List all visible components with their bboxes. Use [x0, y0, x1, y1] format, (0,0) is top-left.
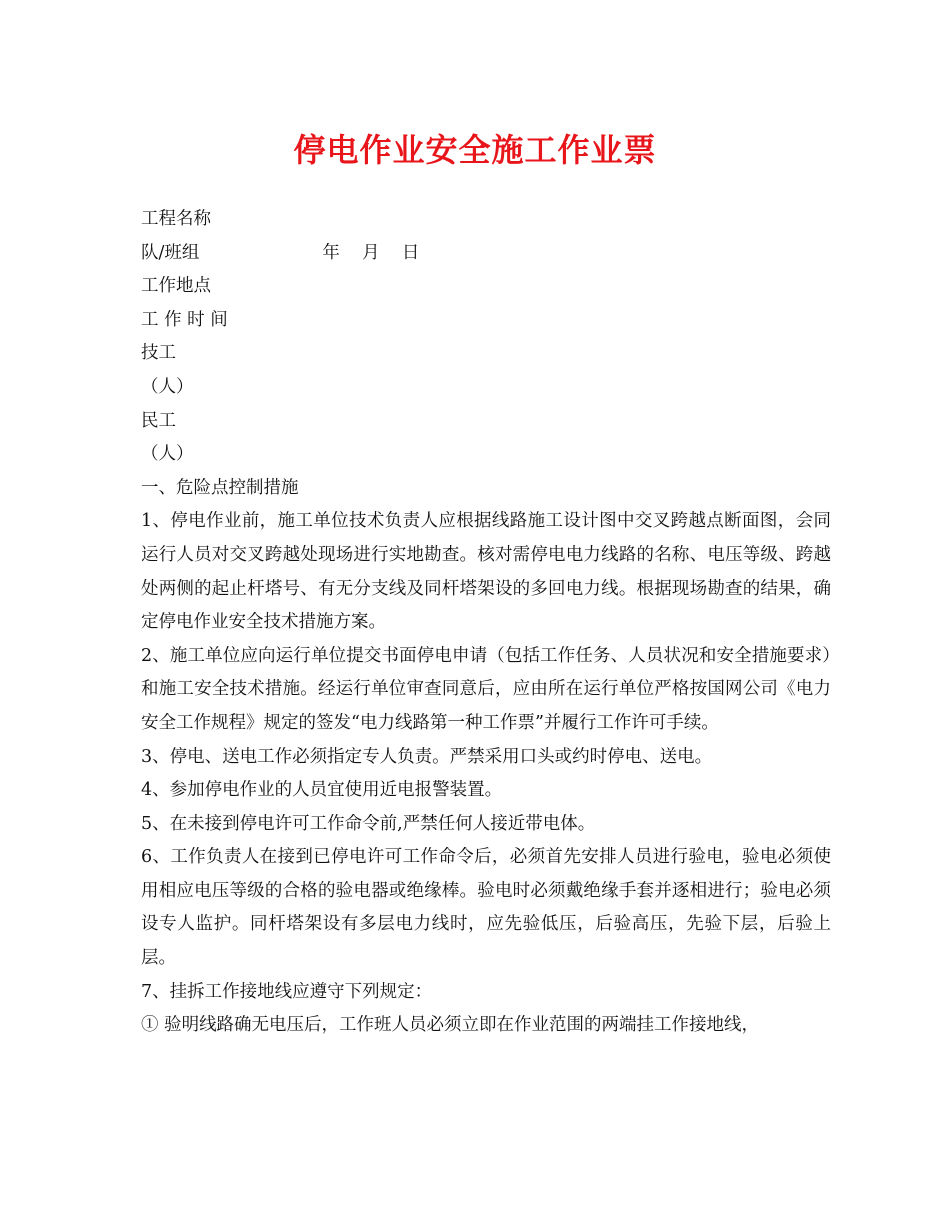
section-heading: 一、危险点控制措施	[141, 477, 299, 498]
team-label: 队/班组	[141, 242, 200, 263]
technician-label: 技工	[141, 343, 176, 364]
measure-item-6: 6、工作负责人在接到已停电许可工作命令后，必须首先安排人员进行验电，验电必须使用相应电压等级的合格的验电器或绝缘棒。验电时必须戴绝缘手套并逐相进行；验电必须设专人监护。同杆塔架设有多层电力线时，应先验低压，后验高压，先验下层，后验上层。	[141, 847, 831, 969]
technician-unit: （人）	[141, 376, 194, 397]
work-location-label: 工作地点	[141, 276, 211, 297]
laborer-unit: （人）	[141, 444, 194, 465]
measure-item-1: 1、停电作业前，施工单位技术负责人应根据线路施工设计图中交叉跨越点断面图，会同运行人员对交叉跨越处现场进行实地勘查。核对需停电电力线路的名称、电压等级、跨越处两侧的起止杆塔号、有无分支线及同杆塔架设的多回电力线。根据现场勘查的结果，确定停电作业安全技术措施方案。	[141, 511, 831, 633]
measure-item-3: 3、停电、送电工作必须指定专人负责。严禁采用口头或约时停电、送电。	[141, 746, 713, 767]
measure-item-4: 4、参加停电作业的人员宜使用近电报警装置。	[141, 780, 503, 801]
date-label: 年 月 日	[322, 242, 420, 263]
document-body	[141, 203, 831, 1043]
laborer-label: 民工	[141, 410, 176, 431]
document-title: 停电作业安全施工作业票	[293, 131, 657, 169]
measure-item-2: 2、施工单位应向运行单位提交书面停电申请（包括工作任务、人员状况和安全措施要求）和施工安全技术措施。经运行单位审查同意后，应由所在运行单位严格按国网公司《电力安全工作规程》规定的签发“电力线路第一种工作票”并履行工作许可手续。	[141, 645, 831, 733]
measure-item-7: 7、挂拆工作接地线应遵守下列规定：	[141, 981, 433, 1002]
work-time-label: 工 作 时 间	[141, 309, 228, 330]
measure-item-5: 5、在未接到停电许可工作命令前,严禁任何人接近带电体。	[141, 813, 596, 834]
project-name-label: 工程名称	[141, 209, 211, 229]
team-date-row	[141, 237, 831, 271]
measure-subitem-1: ① 验明线路确无电压后，工作班人员必须立即在作业范围的两端挂工作接地线，	[141, 1015, 760, 1036]
